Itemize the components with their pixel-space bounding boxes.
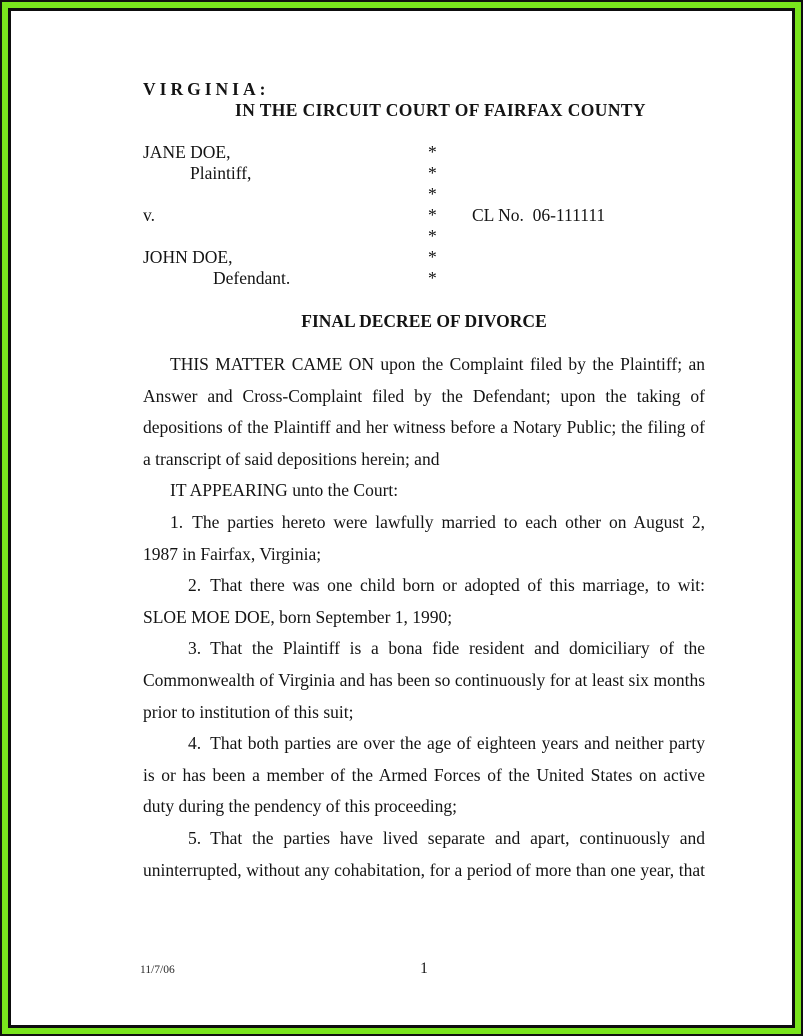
asterisk: * xyxy=(428,268,437,288)
finding-number: 1. xyxy=(170,511,184,532)
finding-number: 2. xyxy=(188,575,202,596)
finding-2 xyxy=(143,570,705,633)
paragraph-text: THIS MATTER CAME ON upon the Complaint filed by the Plaintiff; an Answer and Cross-Complaint filed by the Defendant; upon the taking of depositions of the Plaintiff and her witness before a Notary Public; the filing of a transcript of said depositions herein; and xyxy=(143,354,705,469)
document-body xyxy=(143,349,705,886)
finding-1 xyxy=(143,507,705,570)
footer-date: 11/7/06 xyxy=(140,964,175,976)
finding-number: 4. xyxy=(188,733,202,754)
asterisk: * xyxy=(428,226,437,246)
case-caption xyxy=(143,142,705,289)
document-page xyxy=(8,8,795,1028)
caption-row xyxy=(143,163,705,184)
document-header xyxy=(143,79,705,121)
caption-row xyxy=(143,247,705,268)
asterisk: * xyxy=(428,163,437,183)
paragraph-text: The parties hereto were lawfully married to each other on August 2, 1987 in Fairfax, Virginia; xyxy=(143,511,705,564)
finding-3 xyxy=(143,633,705,728)
asterisk: * xyxy=(428,184,437,204)
paragraph-this-matter xyxy=(143,349,705,475)
caption-row xyxy=(143,226,705,247)
paragraph-text: That the parties have lived separate and apart, continuously and uninterrupted, without any cohabitation, for a period of more than one year, that xyxy=(143,827,705,880)
caption-row xyxy=(143,184,705,205)
document-title: FINAL DECREE OF DIVORCE xyxy=(301,311,547,331)
finding-number: 3. xyxy=(188,638,202,659)
green-border xyxy=(2,2,801,1034)
caption-row xyxy=(143,268,705,289)
versus-label: v. xyxy=(143,205,155,225)
caption-row xyxy=(143,205,705,226)
case-number: CL No. 06-111111 xyxy=(472,205,606,225)
plaintiff-role: Plaintiff, xyxy=(190,163,252,183)
finding-4 xyxy=(143,728,705,823)
finding-number: 5. xyxy=(188,827,202,848)
asterisk: * xyxy=(428,142,437,162)
paragraph-it-appearing xyxy=(143,475,705,507)
asterisk: * xyxy=(428,247,437,267)
plaintiff-name: JANE DOE, xyxy=(143,142,231,162)
defendant-role: Defendant. xyxy=(213,268,291,288)
paragraph-text: IT APPEARING unto the Court: xyxy=(170,480,399,501)
court-heading: IN THE CIRCUIT COURT OF FAIRFAX COUNTY xyxy=(235,100,646,120)
finding-5 xyxy=(143,823,705,886)
asterisk: * xyxy=(428,205,437,225)
paragraph-text: That there was one child born or adopted of this marriage, to wit: SLOE MOE DOE, born September 1, 1990; xyxy=(143,575,705,627)
state-heading: VIRGINIA: xyxy=(143,79,270,99)
defendant-name: JOHN DOE, xyxy=(143,247,233,267)
caption-row xyxy=(143,142,705,163)
paragraph-text: That the Plaintiff is a bona fide resident and domiciliary of the Commonwealth of Virginia and has been so continuously for at least six months prior to institution of this suit; xyxy=(143,638,705,722)
paragraph-text: That both parties are over the age of eighteen years and neither party is or has been a member of the Armed Forces of the United States on active duty during the pendency of this proceeding; xyxy=(143,733,705,817)
page-number: 1 xyxy=(420,960,428,977)
